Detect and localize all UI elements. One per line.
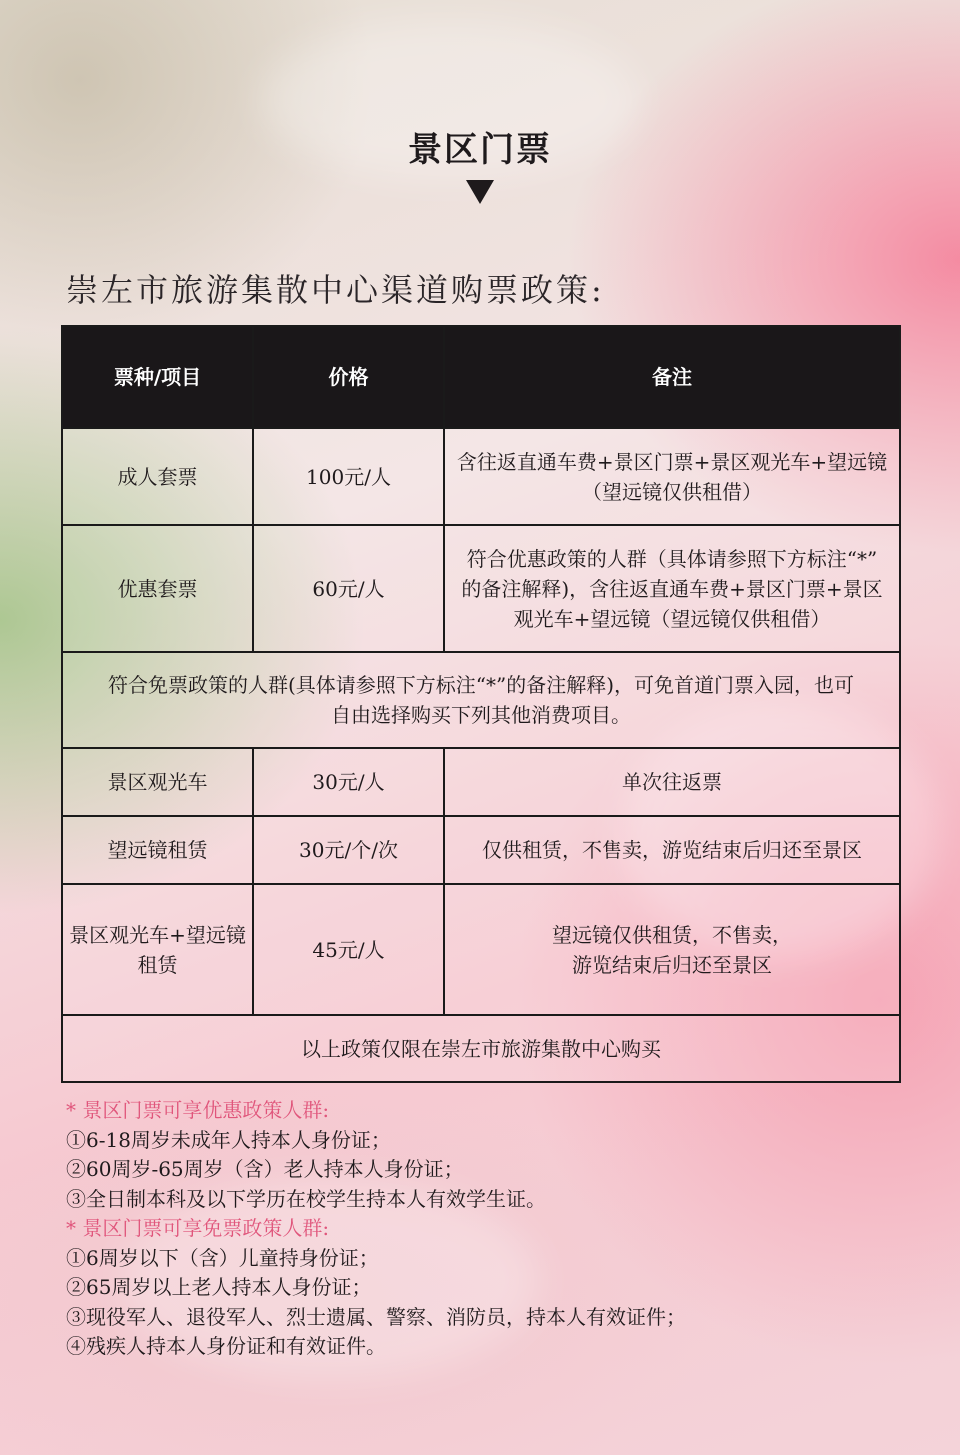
remark-line: 观光车+望远镜（望远镜仅供租借） xyxy=(513,606,831,631)
item-remark xyxy=(444,884,900,1015)
remark-line: 游览结束后归还至景区 xyxy=(572,952,772,977)
discount-policy-item: ①6-18周岁未成年人持本人身份证； xyxy=(66,1127,391,1152)
remark-line: 的备注解释)，含往返直通车费+景区门票+景区 xyxy=(461,576,883,601)
item-name-line: 租赁 xyxy=(137,952,178,977)
item-name: 望远镜租赁 xyxy=(62,816,253,884)
policy-heading: 崇左市旅游集散中心渠道购票政策: xyxy=(66,271,605,309)
item-name-line: 景区观光车+望远镜 xyxy=(69,922,246,947)
free-note-line: 符合免票政策的人群(具体请参照下方标注“*”的备注解释)，可免首道门票入园，也可 xyxy=(107,673,855,697)
free-policy-item: ②65周岁以上老人持本人身份证； xyxy=(66,1275,372,1299)
ticket-name: 成人套票 xyxy=(62,428,253,525)
item-remark: 单次往返票 xyxy=(444,748,900,816)
item-price: 30元/个/次 xyxy=(253,816,444,884)
free-policy-note xyxy=(62,652,900,748)
down-triangle-icon xyxy=(466,180,494,204)
free-note-line: 自由选择购买下列其他消费项目。 xyxy=(331,703,631,727)
column-header-remark: 备注 xyxy=(444,326,900,428)
remark-line: 符合优惠政策的人群（具体请参照下方标注“*” xyxy=(466,546,878,571)
free-policy-item: ④残疾人持本人身份证和有效证件。 xyxy=(66,1334,386,1358)
ticket-price-table xyxy=(61,325,901,1083)
discount-policy-heading: * 景区门票可享优惠政策人群: xyxy=(66,1098,330,1122)
ticket-price: 100元/人 xyxy=(253,428,444,525)
ticket-remark xyxy=(444,525,900,652)
table-row-bus-telescope-combo xyxy=(62,884,900,1015)
item-name xyxy=(62,884,253,1015)
remark-line: （望远镜仅供租借） xyxy=(582,479,762,504)
discount-policy-item: ③全日制本科及以下学历在校学生持本人有效学生证。 xyxy=(66,1186,546,1211)
table-footer-note: 以上政策仅限在崇左市旅游集散中心购买 xyxy=(62,1015,900,1082)
discount-policy-item: ②60周岁-65周岁（含）老人持本人身份证； xyxy=(66,1157,464,1181)
table-row-telescope-rental xyxy=(62,816,900,884)
remark-line: 含往返直通车费+景区门票+景区观光车+望远镜 xyxy=(456,449,888,474)
column-header-ticket-type: 票种/项目 xyxy=(62,326,253,428)
table-row-free-policy-note xyxy=(62,652,900,748)
page-title: 景区门票 xyxy=(408,130,552,170)
item-price: 45元/人 xyxy=(253,884,444,1015)
item-name: 景区观光车 xyxy=(62,748,253,816)
table-header-row xyxy=(62,326,900,428)
free-policy-item: ③现役军人、退役军人、烈士遗属、警察、消防员，持本人有效证件； xyxy=(66,1304,686,1329)
ticket-remark xyxy=(444,428,900,525)
free-policy-heading: * 景区门票可享免票政策人群: xyxy=(66,1216,330,1240)
item-price: 30元/人 xyxy=(253,748,444,816)
free-policy-item: ①6周岁以下（含）儿童持身份证； xyxy=(66,1245,379,1270)
ticket-price: 60元/人 xyxy=(253,525,444,652)
policy-notes xyxy=(66,1096,896,1362)
ticket-name: 优惠套票 xyxy=(62,525,253,652)
table-row-discount-package xyxy=(62,525,900,652)
table-row-sightseeing-bus xyxy=(62,748,900,816)
column-header-price: 价格 xyxy=(253,326,444,428)
table-row-adult-package xyxy=(62,428,900,525)
item-remark: 仅供租赁，不售卖，游览结束后归还至景区 xyxy=(444,816,900,884)
table-row-footer xyxy=(62,1015,900,1082)
remark-line: 望远镜仅供租赁，不售卖， xyxy=(552,922,792,947)
